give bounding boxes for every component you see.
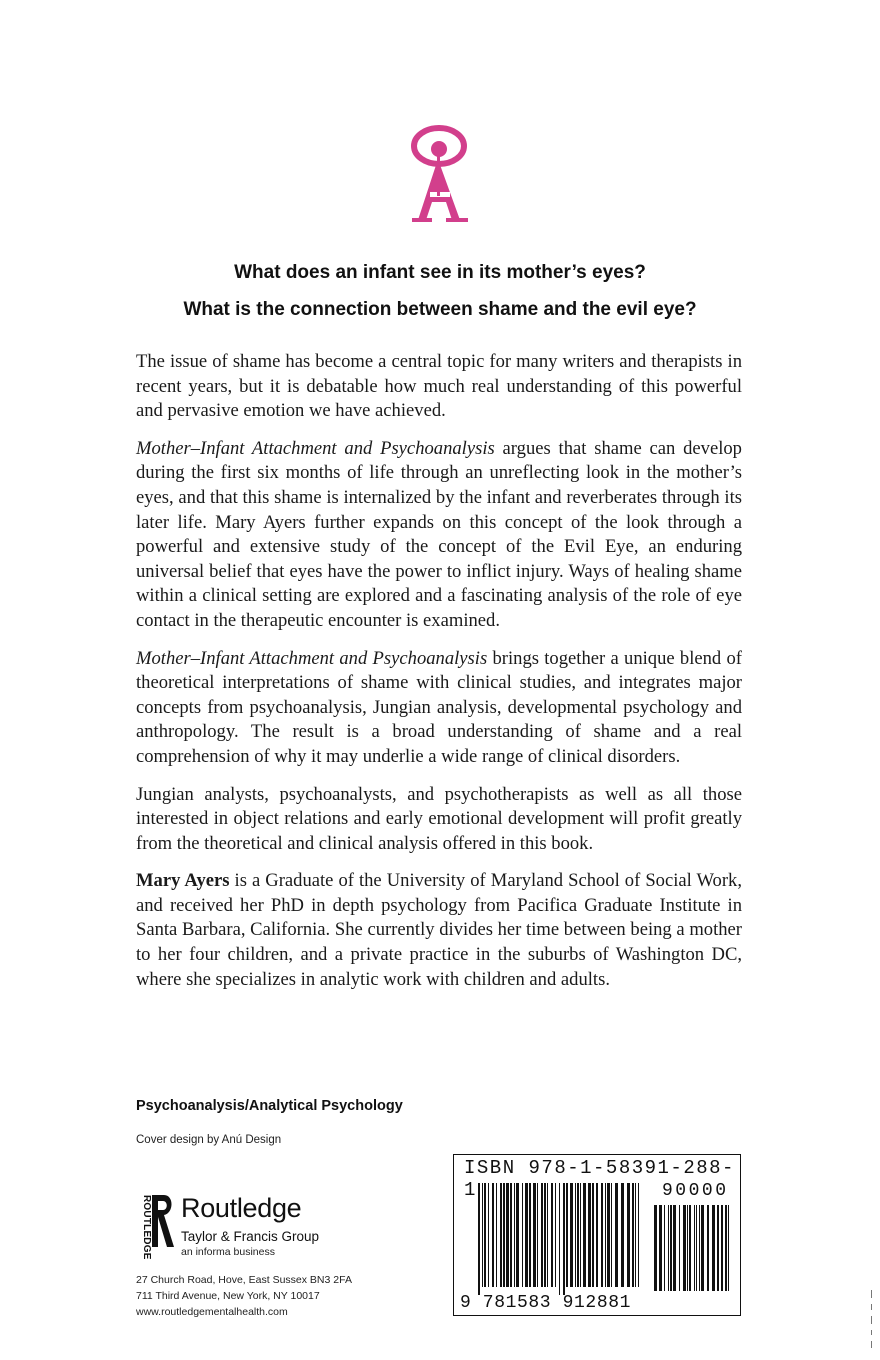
headline-question-1: What does an infant see in its mother’s eyes? <box>234 262 646 283</box>
address-line-2: 711 Third Avenue, New York, NY 10017 <box>136 1290 320 1302</box>
paragraph-3-text: brings together a unique blend of theoretical interpretations of shame with clinical studies, and integrates major concepts from psychoanalysis, Jungian analysis, developmental psychology and anthropology. The result is a broad understanding of shame and a real comprehension of why it may underlie a wide range of clinical disorders. <box>136 647 742 767</box>
trim-edge-marks <box>868 1290 876 1350</box>
address-line-1: 27 Church Road, Hove, East Sussex BN3 2FA <box>136 1274 352 1286</box>
addon-barcode-bars <box>654 1205 734 1299</box>
publisher-group: Taylor & Francis Group <box>181 1229 320 1244</box>
ean-barcode-bars <box>478 1183 643 1295</box>
blurb-paragraph-3 <box>136 647 742 770</box>
subject-category: Psychoanalysis/Analytical Psychology <box>136 1098 403 1114</box>
ean-digits: 9 781583 912881 <box>460 1293 632 1313</box>
routledge-mark-icon <box>150 1193 176 1249</box>
publisher-name: Routledge <box>181 1193 302 1223</box>
blurb-paragraph-1: The issue of shame has become a central topic for many writers and therapists in recent years, but it is debatable how much real understanding of this powerful and pervasive emotion we have achieved. <box>136 351 742 422</box>
isbn-barcode <box>453 1154 741 1316</box>
publisher-logo-eye-a <box>408 122 470 224</box>
isbn-label: ISBN 978-1-58391-288-1 <box>464 1157 735 1201</box>
book-title-italic: Mother–Infant Attachment and Psychoanalysis <box>136 437 495 459</box>
headline-question-2: What is the connection between shame and the evil eye? <box>183 299 697 320</box>
paragraph-2-text: argues that shame can develop during the first six months of life through an unreflecting look in the mother’s eyes, and that this shame is internalized by the infant and reverberates through its later life. Mary Ayers further expands on this concept of the look through a powerful and extensive study of the concept of the Evil Eye, an enduring universal belief that eyes have the power to inflict injury. Ways of healing shame within a clinical setting are explored and a fascinating analysis of the role of eye contact in the therapeutic encounter is examined. <box>136 437 742 631</box>
blurb-body <box>136 350 742 1005</box>
routledge-vertical-text: ROUTLEDGE <box>141 1195 152 1260</box>
author-name: Mary Ayers <box>136 870 230 892</box>
blurb-paragraph-4: Jungian analysts, psychoanalysts, and psychotherapists as well as all those interested in object relations and early emotional development will profit greatly from the theoretical and clinical analysis offered in this book. <box>136 783 742 854</box>
book-title-italic: Mother–Infant Attachment and Psychoanalysis <box>136 647 488 669</box>
author-bio <box>136 869 742 992</box>
routledge-vertical-wordmark <box>132 1193 152 1260</box>
author-bio-text: is a Graduate of the University of Maryland School of Social Work, and received her PhD in depth psychology from Pacifica Graduate Institute in Santa Barbara, California. She currently divides her time between being a mother to her four children, and a private practice in the suburbs of Washington DC, where she specializes in analytic work with children and adults. <box>136 870 742 990</box>
price-code: 90000 <box>662 1181 729 1201</box>
blurb-paragraph-2 <box>136 437 742 634</box>
cover-design-credit: Cover design by Anú Design <box>136 1134 282 1146</box>
publisher-informa: an informa business <box>181 1246 275 1258</box>
publisher-website: www.routledgementalhealth.com <box>136 1306 288 1318</box>
